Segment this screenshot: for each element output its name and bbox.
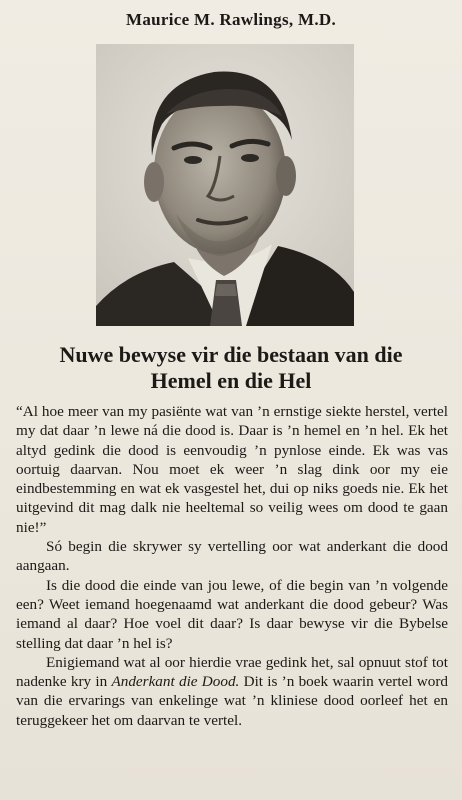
paragraph-questions: Is die dood die einde van jou lewe, of die begin van ’n volgende een? Weet iemand hoegenaamd wat anderkant die dood gebeur? Was iemand al daar? Hoe voel dit daar? Is daar bewyse vir die Bybelse stelling dat daar ’n hel is? bbox=[16, 576, 448, 652]
book-title: Anderkant die Dood. bbox=[111, 673, 240, 691]
title-line-1: Nuwe bewyse vir die bestaan van die bbox=[59, 342, 403, 367]
paragraph-intro: Só begin die skrywer sy vertelling oor wat anderkant die dood aangaan. bbox=[16, 538, 448, 575]
author-name: Maurice M. Rawlings, M.D. bbox=[125, 10, 337, 29]
author-portrait bbox=[96, 44, 354, 326]
paragraph-book-pre: Enigiemand wat al oor hierdie vrae gedink het, sal opnuut stof tot nadenke kry in bbox=[16, 653, 448, 691]
paragraph-quote: “Al hoe meer van my pasiënte wat van ’n ernstige siekte herstel, vertel my dat daar ’n lewe ná die dood is. Daar is ’n hemel en ’n hel. Ek het altyd gedink die dood is eenvoudig ’n pynlose einde. Ek was vas oortuig daarvan. Nou moet ek weer ’n slag dink oor my eie eindbestemming en wat ek vasgestel het, dui op niks goeds nie. Ek het uitgevind dit mag dalk nie heeltemal so veilig wees om dood te gaan nie!” bbox=[16, 403, 448, 536]
paragraph-book-post: Dit is ’n boek waarin vertel word van die ervarings van enkelinge wat ’n kliniese dood oorleef het en teruggekeer het om daarvan te vertel. bbox=[16, 673, 448, 729]
article-body bbox=[16, 402, 448, 730]
title-line-2: Hemel en die Hel bbox=[150, 368, 312, 393]
article-title bbox=[0, 342, 462, 394]
paragraph-book bbox=[16, 653, 448, 730]
portrait-image bbox=[96, 44, 354, 326]
